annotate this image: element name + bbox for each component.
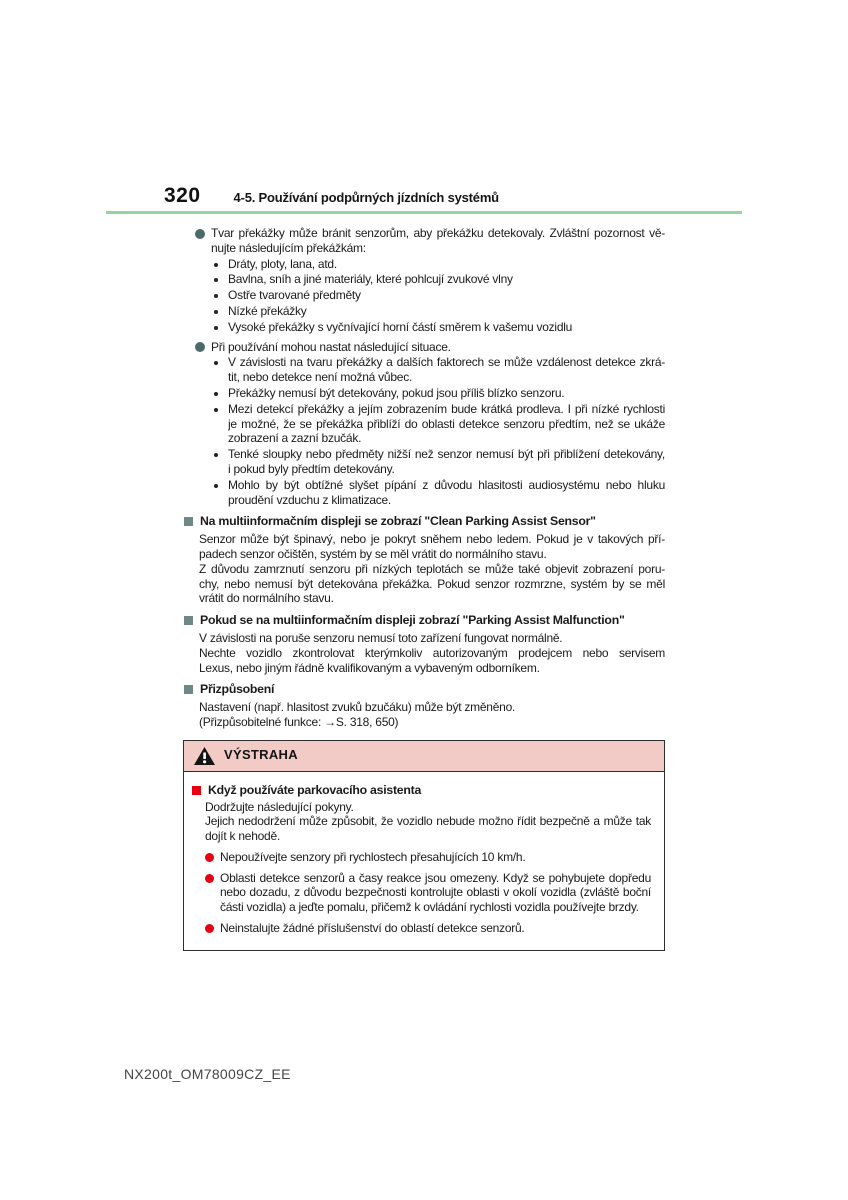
block-text <box>200 613 665 628</box>
heading-block <box>184 682 665 697</box>
para-block <box>199 646 665 676</box>
text-line: padech senzor očištěn, systém by se měl vrátit do normálního stavu. <box>199 546 547 561</box>
circle-bullet-icon <box>195 342 205 352</box>
circle-bullet-icon <box>205 874 214 883</box>
para-block <box>199 562 665 606</box>
block-text <box>205 814 651 844</box>
text-line: Nastavení (např. hlasitost zvuků bzučáku) může být změněno. <box>199 700 516 715</box>
text-line: Nechte vozidlo zkontrolovat kterýmkoliv autorizovaným prodejcem nebo servisem <box>199 645 665 660</box>
text-line: Když používáte parkovacího asistenta <box>208 782 422 797</box>
text-line: Při používání mohou nastat následující situace. <box>211 339 451 354</box>
text-line: Mohlo by být obtížné slyšet pípání z důvodu hlasitosti audiosystému nebo hluku <box>228 477 665 492</box>
circle-bullet-icon <box>205 853 214 862</box>
text-line: Překážky nemusí být detekovány, pokud jsou příliš blízko senzoru. <box>228 385 565 400</box>
block-text <box>200 682 665 697</box>
block-text <box>205 800 651 815</box>
block-text <box>228 257 665 272</box>
text-line: (Přizpůsobitelné funkce: →S. 318, 650) <box>199 714 399 729</box>
page-number: 320 <box>164 184 201 207</box>
warning-box-body <box>184 772 664 950</box>
dot-bullet-icon <box>214 408 218 412</box>
text-line: Nepoužívejte senzory při rychlostech přesahujících 10 km/h. <box>220 849 526 864</box>
block-text <box>211 340 665 355</box>
text-line: Pokud se na multiinformačním displeji zobrazí "Parking Assist Malfunction" <box>200 613 625 628</box>
square-bullet-icon <box>184 517 193 526</box>
block-text <box>211 226 665 256</box>
block-text <box>228 478 665 508</box>
page-header <box>106 184 742 208</box>
text-line: Ostře tvarované předměty <box>228 288 361 303</box>
dot-bullet-icon <box>214 278 218 282</box>
bullet-block <box>195 226 665 256</box>
text-line: nujte následujícím překážkám: <box>211 240 366 255</box>
sub-block <box>213 386 665 401</box>
circle-bullet-icon <box>205 924 214 933</box>
block-text <box>199 631 665 646</box>
text-line: Neinstalujte žádné příslušenství do oblastí detekce senzorů. <box>220 921 525 936</box>
text-line: části vozidla) a jeďte pomalu, přičemž k ovládání rychlosti vozidla používejte brzdy. <box>220 900 639 915</box>
para-block <box>199 700 665 730</box>
warning-box <box>183 740 665 951</box>
block-text <box>199 562 665 606</box>
text-line: je možné, že se překážka přiblíží do oblasti detekce senzoru předtím, než se ukáže <box>228 416 665 431</box>
text-line: vrátit do normálního stavu. <box>199 591 334 606</box>
dot-bullet-icon <box>214 453 218 457</box>
text-line: Bavlna, sníh a jiné materiály, které pohlcují zvukové vlny <box>228 272 513 287</box>
heading-block <box>192 783 651 798</box>
text-line: Dodržujte následující pokyny. <box>205 799 354 814</box>
chapter-title: 4-5. Používání podpůrných jízdních systémů <box>233 190 499 205</box>
para-block <box>205 814 651 844</box>
block-text <box>228 320 665 335</box>
text-line: Oblasti detekce senzorů a časy reakce jsou omezeny. Když se pohybujete dopředu <box>220 870 651 885</box>
block-text <box>228 272 665 287</box>
bullet-block <box>205 850 651 865</box>
bullet-block <box>205 871 651 915</box>
block-text <box>208 783 651 798</box>
sub-block <box>213 402 665 446</box>
heading-block <box>184 514 665 529</box>
sub-block <box>213 272 665 287</box>
text-line: Nízké překážky <box>228 303 307 318</box>
text-line: Lexus, nebo jiným řádně kvalifikovaným a vybaveným odborníkem. <box>199 660 540 675</box>
block-text <box>220 850 651 865</box>
text-line: Tenké sloupky nebo předměty nižší než senzor nemusí být při přiblížení detekovány, <box>228 447 665 462</box>
block-text <box>200 514 665 529</box>
block-text <box>228 447 665 477</box>
warning-title: VÝSTRAHA <box>224 747 298 763</box>
text-line: Tvar překážky může bránit senzorům, aby překážku detekovaly. Zvláštní pozornost vě- <box>211 226 665 240</box>
text-line: Jejich nedodržení může způsobit, že vozidlo nebude možno řídit bezpečně a může tak <box>205 814 651 829</box>
sub-block <box>213 320 665 335</box>
text-line: proudění vzduchu z klimatizace. <box>228 492 392 507</box>
page-content <box>183 221 665 951</box>
sub-block <box>213 355 665 385</box>
para-block <box>199 532 665 562</box>
sub-block <box>213 304 665 319</box>
sub-block <box>213 447 665 477</box>
dot-bullet-icon <box>214 392 218 396</box>
text-line: V závislosti na tvaru překážky a dalších faktorech se může vzdálenost detekce zkrá- <box>228 355 665 370</box>
block-text <box>220 921 651 936</box>
header-divider <box>106 211 742 214</box>
block-text <box>199 700 665 730</box>
sub-block <box>213 288 665 303</box>
text-line: V závislosti na poruše senzoru nemusí toto zařízení fungovat normálně. <box>199 630 563 645</box>
dot-bullet-icon <box>214 263 218 267</box>
block-text <box>228 402 665 446</box>
square-bullet-icon <box>192 786 201 795</box>
dot-bullet-icon <box>214 361 218 365</box>
block-text <box>199 646 665 676</box>
bullet-block <box>195 340 665 355</box>
heading-block <box>184 613 665 628</box>
text-line: Z důvodu zamrznutí senzoru při nízkých teplotách se může také objevit zobrazení poru- <box>199 561 665 576</box>
bullet-block <box>205 921 651 936</box>
block-text <box>228 355 665 385</box>
para-block <box>205 800 651 815</box>
dot-bullet-icon <box>214 294 218 298</box>
text-line: Vysoké překážky s vyčnívající horní částí směrem k vašemu vozidlu <box>228 319 573 334</box>
text-line: Na multiinformačním displeji se zobrazí "Clean Parking Assist Sensor" <box>200 514 596 529</box>
square-bullet-icon <box>184 685 193 694</box>
sub-block <box>213 478 665 508</box>
block-text <box>228 304 665 319</box>
square-bullet-icon <box>184 616 193 625</box>
text-line: chy, nebo nemusí být detekována překážka. Pokud senzor rozmrzne, systém by se měl <box>199 576 665 591</box>
block-text <box>228 288 665 303</box>
sub-block <box>213 257 665 272</box>
para-block <box>199 631 665 646</box>
document-code: NX200t_OM78009CZ_EE <box>124 1066 291 1082</box>
block-text <box>228 386 665 401</box>
block-text <box>220 871 651 915</box>
dot-bullet-icon <box>214 484 218 488</box>
dot-bullet-icon <box>214 326 218 330</box>
warning-triangle-icon <box>194 747 215 765</box>
block-text <box>199 532 665 562</box>
circle-bullet-icon <box>195 229 205 239</box>
content-blocks <box>183 226 665 730</box>
text-line: Senzor může být špinavý, nebo je pokryt sněhem nebo ledem. Pokud je v takových pří- <box>199 532 665 547</box>
text-line: nebo dozadu, z důvodu bezpečnosti kontrolujte oblasti v okolí vozidla (zvláště boční <box>220 885 651 900</box>
text-line: Dráty, ploty, lana, atd. <box>228 256 337 271</box>
dot-bullet-icon <box>214 310 218 314</box>
text-line: tit, nebo detekce není možná vůbec. <box>228 370 413 385</box>
text-line: zobrazení a zazní bzučák. <box>228 431 362 446</box>
text-line: dojít k nehodě. <box>205 829 280 844</box>
text-line: i pokud byly předtím detekovány. <box>228 461 395 476</box>
text-line: Mezi detekcí překážky a jejím zobrazením bude krátká prodleva. I při nízké rychlosti <box>228 401 665 416</box>
warning-box-header <box>184 741 664 772</box>
text-line: Přizpůsobení <box>200 682 275 697</box>
